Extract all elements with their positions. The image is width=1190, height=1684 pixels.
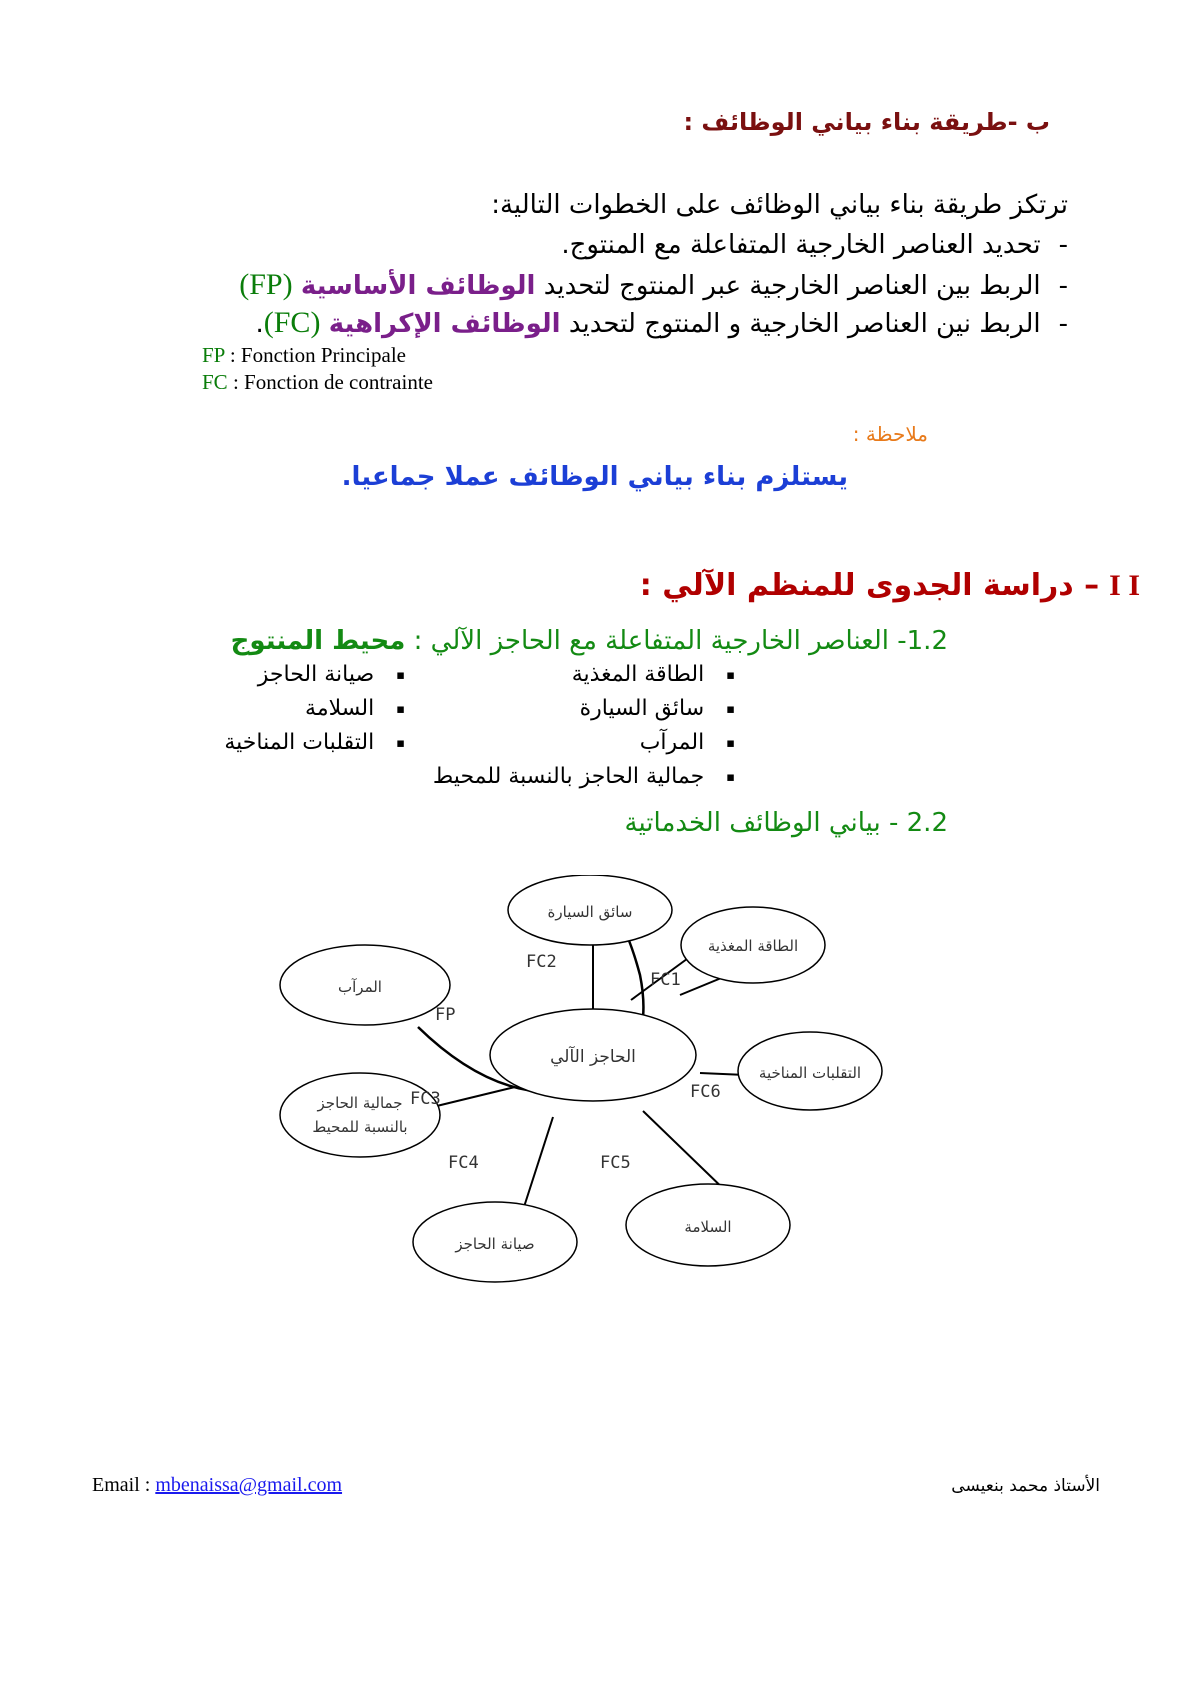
node-driver-label: سائق السيارة (547, 903, 633, 921)
list-item-text: التقلبات المناخية (224, 730, 375, 755)
footer-author: الأستاذ محمد بنعيسى (951, 1476, 1100, 1496)
fc5-label: FC5 (600, 1153, 631, 1173)
list-item-text: الطاقة المغذية (571, 662, 705, 687)
bullet-square-icon: ▪ (726, 769, 735, 785)
bullet-square-icon: ▪ (396, 701, 405, 717)
subsection-2-2: 2.2 - بياني الوظائف الخدماتية (624, 808, 948, 838)
step-dash: - (1058, 309, 1068, 339)
fc3-label: FC3 (410, 1089, 441, 1109)
step-1 (561, 230, 1068, 260)
list-item-text: جمالية الحاجز بالنسبة للمحيط (432, 764, 705, 789)
step-3-abbr: (FC) (263, 306, 321, 339)
node-aesthetics (280, 1073, 440, 1157)
list-item-text: صيانة الحاجز (257, 662, 375, 687)
fc6-label: FC6 (690, 1082, 721, 1102)
section-ii-heading (640, 568, 1140, 603)
footer-email (92, 1474, 342, 1497)
step-dash: - (1058, 271, 1068, 301)
step-dash: - (1058, 230, 1068, 260)
fc4-connector (523, 1117, 553, 1210)
step-1-text: تحديد العناصر الخارجية المتفاعلة مع المنتوج. (561, 230, 1041, 260)
center-node-label: الحاجز الآلي (550, 1047, 636, 1067)
step-2 (239, 268, 1068, 302)
list-item-text: سائق السيارة (579, 696, 705, 721)
node-garage-label: المرآب (338, 978, 382, 996)
step-3-end: . (255, 309, 264, 339)
legend-fp-abbr: FP (202, 343, 225, 367)
bullet-square-icon: ▪ (726, 701, 735, 717)
bullet-square-icon: ▪ (726, 735, 735, 751)
bullet-square-icon: ▪ (726, 667, 735, 683)
function-diagram (250, 875, 950, 1295)
node-safety-label: السلامة (684, 1218, 732, 1236)
step-3 (255, 306, 1068, 340)
list-item (305, 696, 405, 721)
list-item-text: المرآب (639, 730, 705, 755)
legend-fc-text: : Fonction de contrainte (227, 370, 433, 394)
bullet-square-icon: ▪ (396, 735, 405, 751)
fc2-label: FC2 (526, 952, 557, 972)
fp-label: FP (435, 1005, 456, 1025)
subsection-1-2-bold: محيط المنتوج (230, 626, 406, 656)
step-3-text: الربط نين العناصر الخارجية و المنتوج لتحديد (568, 309, 1041, 339)
note-label: ملاحظة : (852, 422, 928, 446)
list-item (433, 764, 735, 789)
step-3-highlight: الوظائف الإكراهية (328, 309, 561, 339)
subsection-1-2 (231, 626, 948, 656)
email-link[interactable]: mbenaissa@gmail.com (155, 1474, 343, 1496)
subsection-1-2-prefix: 1.2- العناصر الخارجية المتفاعلة مع الحاجز الآلي : (405, 626, 948, 656)
node-climate-label: التقلبات المناخية (758, 1064, 862, 1082)
node-aesthetics-label-1: جمالية الحاجز (317, 1094, 403, 1112)
step-2-abbr: (FP) (239, 268, 293, 301)
list-item (224, 730, 405, 755)
node-energy-label: الطاقة المغذية (707, 937, 799, 955)
list-item (572, 662, 735, 687)
legend-fc (202, 370, 433, 395)
legend-fc-abbr: FC (202, 370, 228, 394)
fc4-label: FC4 (448, 1153, 479, 1173)
section-ii-title: – دراسة الجدوى للمنظم الآلي : (639, 568, 1100, 603)
step-2-text: الربط بين العناصر الخارجية عبر المنتوج لتحديد (543, 271, 1041, 301)
footer-email-label: Email : (92, 1474, 156, 1496)
list-item-text: السلامة (305, 696, 375, 721)
note-text: يستلزم بناء بياني الوظائف عملا جماعيا. (341, 462, 848, 492)
list-item (258, 662, 405, 687)
fc1-label: FC1 (650, 970, 681, 990)
list-item (640, 730, 735, 755)
section-b-title: ب -طريقة بناء بياني الوظائف : (683, 108, 1050, 136)
list-item (580, 696, 735, 721)
legend-fp (202, 343, 406, 368)
bullet-square-icon: ▪ (396, 667, 405, 683)
intro-paragraph: ترتكز طريقة بناء بياني الوظائف على الخطوات التالية: (491, 190, 1068, 220)
section-ii-number: I I (1109, 569, 1140, 602)
node-aesthetics-label-2: بالنسبة للمحيط (312, 1118, 408, 1136)
legend-fp-text: : Fonction Principale (224, 343, 406, 367)
node-maintenance-label: صيانة الحاجز (455, 1235, 535, 1253)
step-2-highlight: الوظائف الأساسية (300, 271, 536, 301)
